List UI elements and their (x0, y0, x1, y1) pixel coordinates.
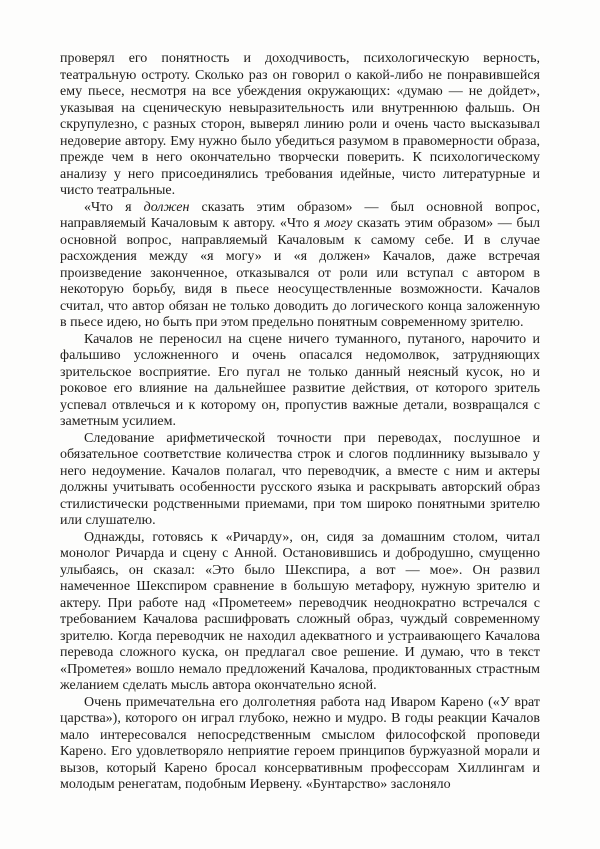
paragraph (60, 530, 540, 695)
paragraph (60, 200, 540, 332)
paragraph (60, 51, 540, 200)
paragraph (60, 332, 540, 431)
paragraph (60, 695, 540, 794)
paragraph-text: «Что я (84, 199, 144, 215)
paragraph (60, 431, 540, 530)
paragraph-text: сказать этим образом» — был основной вопрос, направляемый Качаловым к автору. «Что я (60, 199, 540, 231)
paragraph-text-italic: должен (143, 199, 190, 215)
paragraph-text-italic: могу (324, 216, 353, 231)
paragraph-text: проверял его понятность и доходчивость, психологическую верность, театральную остроту. Сколько раз он говорил о какой-либо не понравившейся ему пьесе, несмотря на все убеждения окружающих: «думаю — не дойдет», указывая на сценическую невыразительность или внутреннюю фальшь. Он скрупулезно, с разных сторон, выверял линию роли и очень часто высказывал недоверие автору. Ему нужно было убедиться разумом в правомерности образа, прежде чем в него окончательно творчески поверить. К психологическому анализу у него присоединялись требования идейные, чисто литературные и чисто театральные. (60, 51, 540, 198)
paragraph-text: Качалов не переносил на сцене ничего туманного, путаного, нарочито и фальшиво усложненного и очень опасался недомолвок, затрудняющих зрительское восприятие. Его пугал не только данный неясный кусок, но и роковое его влияние на дальнейшее развитие действия, от которого зритель успевал отвлечься и к которому он, пропустив важные детали, возвращался с заметным усилием. (60, 331, 540, 429)
paragraph-text: Очень примечательна его долголетняя работа над Иваром Карено («У врат царства»), которого он играл глубоко, нежно и мудро. В годы реакции Качалов мало интересовался непосредственным смыслом философской проповеди Карено. Его удовлетворяло неприятие героем принципов буржуазной морали и вызов, который Карено бросал консервативным профессорам Хиллингам и молодым ренегатам, подобным Иервену. «Бунтарство» заслоняло (60, 694, 540, 792)
paragraph-text: Следование арифметической точности при переводах, послушное и обязательное соответствие количества строк и слогов подлиннику вызывало у него недоумение. Качалов полагал, что переводчик, а вместе с ним и актеры должны учитывать особенности русского языка и раскрывать авторский образ стилистически родственными приемами, при том широко понятными зрителю или слушателю. (60, 430, 540, 528)
paragraph-text: сказать этим образом» — был основной вопрос, направляемый Качаловым к самому себе. И в случае расхождения между «я могу» и «я должен» Качалов, даже встречая произведение законченное, отказывался от роли или вступал с автором в некоторую борьбу, видя в пьесе неосуществленные возможности. Качалов считал, что автор обязан не только доводить до логического конца заложенную в пьесе идею, но быть при этом предельно понятным современному зрителю. (60, 216, 540, 330)
paragraph-text: Однажды, готовясь к «Ричарду», он, сидя за домашним столом, читал монолог Ричарда и сцену с Анной. Остановившись и добродушно, смущенно улыбаясь, он сказал: «Это было Шекспира, а вот — мое». Он развил намеченное Шекспиром сравнение в большую метафору, нужную зрителю и актеру. При работе над «Прометеем» переводчик неоднократно встречался с требованием Качалова расшифровать сложный образ, чуждый современному зрителю. Когда переводчик не находил адекватного и устраивающего Качалова перевода сложного куска, он предлагал свое решение. И думаю, что в текст «Прометея» вошло немало предложений Качалова, продиктованных страстным желанием сделать мысль автора окончательно ясной. (60, 529, 540, 693)
